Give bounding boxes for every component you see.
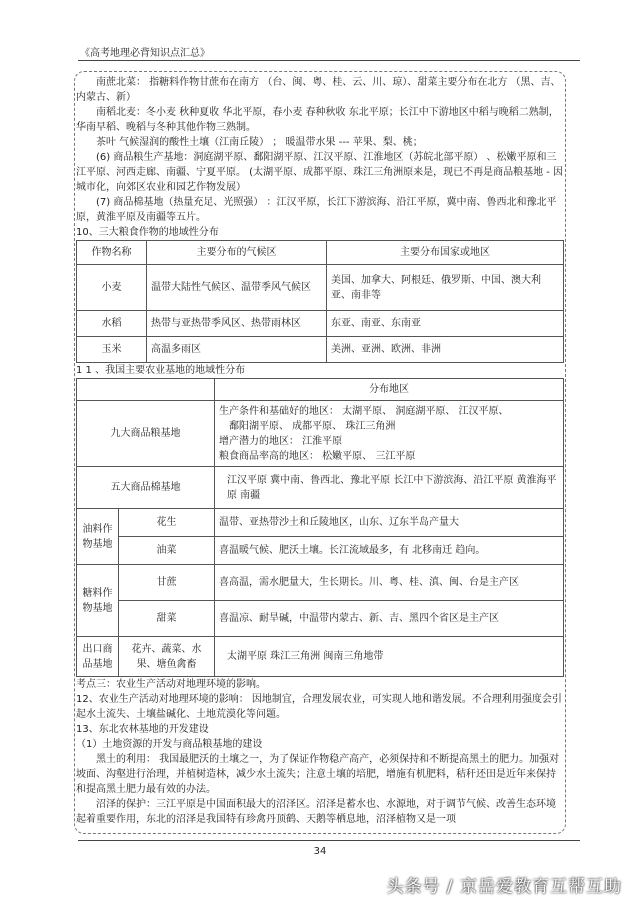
section-13-title: 13、东北农林基地的开发建设 <box>76 724 209 735</box>
table-header-cell: 分布地区 <box>215 379 564 401</box>
table-header-blank <box>77 379 215 401</box>
climate-cell: 高温多雨区 <box>147 337 327 363</box>
crop-cell: 油菜 <box>119 537 215 565</box>
base-region-cell: 喜温凉、耐旱碱，中温带内蒙古、新、吉、黑四个省区是主产区 <box>215 601 564 637</box>
paragraph-cotton-bases: (7) 商品棉基地（热量充足、光照强） ：江汉平原，长江下游滨海、沿江平原，冀中南、鲁西北和豫北平原，黄淮平原及南疆等五片。 <box>76 197 557 223</box>
crop-name-cell: 玉米 <box>77 337 147 363</box>
climate-cell: 温带大陆性气候区、温带季风气候区 <box>147 265 327 311</box>
crop-cell: 甘蔗 <box>119 565 215 601</box>
section-12-paragraph: 12、农业生产活动对地理环境的影响： 因地制宜，合理发展农业，可实现人地和谐发展。不合理利用强度会引起水土流失、土壤盐碱化、土地荒漠化等问题。 <box>76 694 562 720</box>
table-row <box>77 311 564 337</box>
subsection-title: （1）土地资源的开发与商品粮基地的建设 <box>76 739 263 750</box>
table-header-cell: 主要分布国家或地区 <box>327 241 564 265</box>
table-row <box>77 509 564 537</box>
point-three-title: 考点三：农业生产活动对地理环境的影响。 <box>76 679 266 690</box>
table-row <box>77 337 564 363</box>
base-region-cell: 温带、亚热带沙土和丘陵地区，山东、辽东半岛产量大 <box>215 509 564 537</box>
base-label-cell: 九大商品粮基地 <box>77 401 215 467</box>
crop-cell: 花生 <box>119 509 215 537</box>
base-region-cell: 喜温暖气候、肥沃土壤。长江流域最多，有 北移南迁 趋向。 <box>215 537 564 565</box>
footer-rule <box>78 840 580 841</box>
black-soil-paragraph: 黑土的利用： 我国最肥沃的土壤之一，为了保证作物稳产高产，必须保持和不断提高黑土的肥力。加强对坡面、沟壑进行治理，并植树造林，减少水土流失；注意土壤的培肥，增施有机肥料，秸秆还田是近年来保持和提高黑土肥力最有效的办法。 <box>76 754 560 795</box>
base-label-cell: 出口商品基地 <box>77 637 119 677</box>
base-label-cell: 油料作物基地 <box>77 509 119 565</box>
table-row <box>77 565 564 601</box>
grain-crops-table <box>76 240 564 363</box>
base-label-cell: 五大商品棉基地 <box>77 467 215 509</box>
base-region-cell: 喜高温，需水肥量大，生长期长。川、粤、桂、滇、闽、台是主产区 <box>215 565 564 601</box>
table-header-cell: 作物名称 <box>77 241 147 265</box>
table-header-cell: 主要分布的气候区 <box>147 241 327 265</box>
page-content <box>76 75 564 827</box>
table-header-row <box>77 379 564 401</box>
base-region-cell: 太湖平原 珠江三角洲 闽南三角地带 <box>215 637 564 677</box>
region-cell: 东亚、南亚、东南亚 <box>327 311 564 337</box>
crop-cell: 甜菜 <box>119 601 215 637</box>
region-cell: 美国、加拿大、阿根廷、俄罗斯、中国、澳大利亚、南非等 <box>327 265 564 311</box>
region-cell: 美洲、亚洲、欧洲、非洲 <box>327 337 564 363</box>
page-number: 34 <box>313 846 327 857</box>
table-row <box>77 467 564 509</box>
paragraph-rice-wheat: 南稻北麦：冬小麦 秋种夏收 华北平原，春小麦 春种秋收 东北平原；长江中下游地区中稻与晚稻二熟制，华南早稻、晚稻与冬种其他作物三熟制。 <box>76 107 559 133</box>
grain-line: 粮食商品率高的地区： 松嫩平原、 三江平原 <box>219 450 416 462</box>
base-region-cell <box>215 401 564 467</box>
paragraph-sugar-crops: 南蔗北菜： 指糖料作物甘蔗布在南方 （台、闽、粤、桂、云、川、琼）、甜菜主要分布在北方 （黑、吉、内蒙古、新） <box>76 77 561 103</box>
paragraph-tea-fruit: 茶叶 气候湿润的酸性土壤（江南丘陵） ； 暖温带水果 --- 苹果、梨、桃； <box>96 137 423 148</box>
paragraph-grain-bases: (6) 商品粮生产基地：洞庭湖平原、鄱阳湖平原、江汉平原、江淮地区（苏皖北部平原） 、松嫩平原和三江平原、河西走廊、南疆、宁夏平原。 (太湖平原、成都平原、珠江三角洲原来是，现已不再是商品粮基地 - 因城市化，向郊区农业和园艺作物发展） <box>76 152 564 193</box>
table-row <box>77 637 564 677</box>
watermark: 头条号 / 京岳爱教育互帮互助 <box>386 877 622 897</box>
crop-cell: 花卉、蔬菜、水果、塘鱼禽畜 <box>119 637 215 677</box>
table-row <box>77 401 564 467</box>
document-header: 《高考地理必背知识点汇总》 <box>80 48 210 59</box>
crop-name-cell: 小麦 <box>77 265 147 311</box>
base-region-cell: 江汉平原 冀中南、鲁西北、豫北平原 长江中下游滨海、沿江平原 黄淮海平原 南疆 <box>215 467 564 509</box>
climate-cell: 热带与亚热带季风区、热带雨林区 <box>147 311 327 337</box>
grain-line: 生产条件和基础好的地区： 太湖平原、 洞庭湖平原、 江汉平原、 <box>219 405 509 417</box>
section-10-title: 10、三大粮食作物的地域性分布 <box>76 227 219 238</box>
grain-line: 增产潜力的地区： 江淮平原 <box>219 435 343 447</box>
table-row <box>77 601 564 637</box>
section-11-title: 1 1 、我国主要农业基地的地域性分布 <box>76 365 246 376</box>
swamp-paragraph: 沼泽的保护：三江平原是中国面积最大的沼泽区。沼泽是蓄水也、水源地，对于调节气候、改善生态环境起着重要作用，东北的沼泽是我国特有珍禽丹顶鹤、天鹅等栖息地，沼泽植物又是一项 <box>76 799 556 825</box>
header-rule <box>78 60 580 61</box>
grain-line: 鄱阳湖平原、 成都平原、 珠江三角洲 <box>229 420 396 432</box>
crop-name-cell: 水稻 <box>77 311 147 337</box>
table-row <box>77 265 564 311</box>
table-header-row <box>77 241 564 265</box>
table-row <box>77 537 564 565</box>
agriculture-bases-table <box>76 378 564 677</box>
base-label-cell: 糖料作物基地 <box>77 565 119 637</box>
